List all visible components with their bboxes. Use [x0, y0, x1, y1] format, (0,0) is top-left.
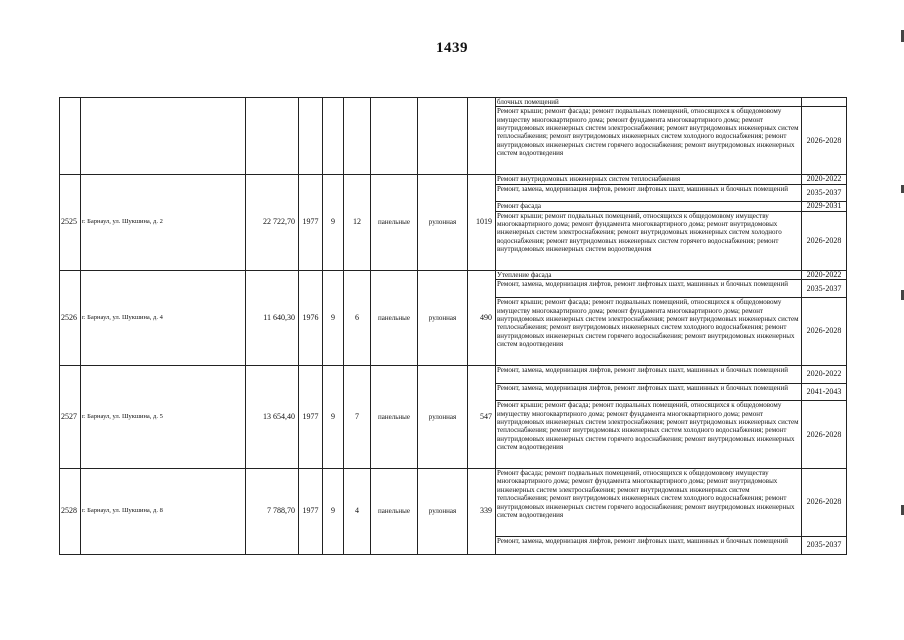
- building-wall-material: панельные: [371, 175, 418, 271]
- work-period: 2035-2037: [802, 536, 847, 554]
- building-year: [299, 98, 323, 175]
- work-period: 2035-2037: [802, 184, 847, 202]
- building-entrances: 4: [344, 469, 371, 554]
- page-number: 1439: [436, 40, 468, 56]
- building-area: 11 640,30: [246, 271, 299, 366]
- work-period: 2029-2031: [802, 202, 847, 211]
- building-residents: 547: [468, 365, 496, 468]
- work-description: Ремонт, замена, модернизация лифтов, ремонт лифтовых шахт, машинных и блочных помещений: [496, 184, 802, 202]
- building-floors: 9: [323, 271, 344, 366]
- building-floors: 9: [323, 469, 344, 554]
- work-description: Ремонт, замена, модернизация лифтов, ремонт лифтовых шахт, машинных и блочных помещений: [496, 365, 802, 383]
- building-roof-type: рулонная: [418, 271, 468, 366]
- building-number: 2527: [60, 365, 81, 468]
- table-row: [60, 98, 847, 107]
- building-entrances: 7: [344, 365, 371, 468]
- building-area: [246, 98, 299, 175]
- building-address: г. Барнаул, ул. Шукшина, д. 5: [81, 365, 246, 468]
- building-address: г. Барнаул, ул. Шукшина, д. 4: [81, 271, 246, 366]
- work-period: 2026-2028: [802, 401, 847, 469]
- work-description: Ремонт крыши; ремонт фасада; ремонт подвальных помещений, относящихся к общедомовому имуществу многоквартирного дома; ремонт фундамента многоквартирного дома; ремонт внутридомовых инженерных систем электроснабжения; ремонт внутридомовых инженерных систем теплоснабжения; ремонт внутридомовых инженерных систем холодного водоснабжения; ремонт внутридомовых инженерных систем горячего водоснабжения; ремонт внутридомовых инженерных систем водоотведения: [496, 107, 802, 175]
- table-row: [60, 271, 847, 280]
- building-address: [81, 98, 246, 175]
- building-year: 1977: [299, 469, 323, 554]
- work-description: Ремонт фасада; ремонт подвальных помещений, относящихся к общедомовому имуществу многоквартирного дома; ремонт фундамента многоквартирного дома; ремонт внутридомовых инженерных систем электроснабжения; ремонт внутридомовых инженерных систем теплоснабжения; ремонт внутридомовых инженерных систем холодного водоснабжения; ремонт внутридомовых инженерных систем горячего водоснабжения; ремонт внутридомовых инженерных систем водоотведения: [496, 469, 802, 537]
- building-number: 2526: [60, 271, 81, 366]
- work-description: Ремонт фасада: [496, 202, 802, 211]
- building-residents: 339: [468, 469, 496, 554]
- building-floors: [323, 98, 344, 175]
- building-wall-material: панельные: [371, 271, 418, 366]
- building-roof-type: рулонная: [418, 175, 468, 271]
- work-period: [802, 98, 847, 107]
- building-roof-type: рулонная: [418, 469, 468, 554]
- building-area: 7 788,70: [246, 469, 299, 554]
- building-number: 2528: [60, 469, 81, 554]
- building-floors: 9: [323, 365, 344, 468]
- table-row: [60, 175, 847, 184]
- work-description: Ремонт крыши; ремонт фасада; ремонт подвальных помещений, относящихся к общедомовому имуществу многоквартирного дома; ремонт фундамента многоквартирного дома; ремонт внутридомовых инженерных систем электроснабжения; ремонт внутридомовых инженерных систем теплоснабжения; ремонт внутридомовых инженерных систем холодного водоснабжения; ремонт внутридомовых инженерных систем горячего водоснабжения; ремонт внутридомовых инженерных систем водоотведения: [496, 401, 802, 469]
- work-period: 2020-2022: [802, 271, 847, 280]
- work-description: Утепление фасада: [496, 271, 802, 280]
- work-description: Ремонт, замена, модернизация лифтов, ремонт лифтовых шахт, машинных и блочных помещений: [496, 536, 802, 554]
- building-address: г. Барнаул, ул. Шукшина, д. 8: [81, 469, 246, 554]
- building-area: 22 722,70: [246, 175, 299, 271]
- work-period: 2041-2043: [802, 383, 847, 401]
- building-number: [60, 98, 81, 175]
- building-entrances: 12: [344, 175, 371, 271]
- capital-repair-table: [59, 97, 847, 555]
- building-number: 2525: [60, 175, 81, 271]
- building-floors: 9: [323, 175, 344, 271]
- building-year: 1977: [299, 365, 323, 468]
- building-residents: 490: [468, 271, 496, 366]
- building-address: г. Барнаул, ул. Шукшина, д. 2: [81, 175, 246, 271]
- building-residents: 1019: [468, 175, 496, 271]
- building-year: 1977: [299, 175, 323, 271]
- work-period: 2026-2028: [802, 107, 847, 175]
- building-roof-type: рулонная: [418, 365, 468, 468]
- work-description: Ремонт внутридомовых инженерных систем теплоснабжения: [496, 175, 802, 184]
- work-description: Ремонт крыши; ремонт фасада; ремонт подвальных помещений, относящихся к общедомовому имуществу многоквартирного дома; ремонт фундамента многоквартирного дома; ремонт внутридомовых инженерных систем электроснабжения; ремонт внутридомовых инженерных систем теплоснабжения; ремонт внутридомовых инженерных систем холодного водоснабжения; ремонт внутридомовых инженерных систем горячего водоснабжения; ремонт внутридомовых инженерных систем водоотведения: [496, 298, 802, 366]
- building-wall-material: панельные: [371, 469, 418, 554]
- building-residents: [468, 98, 496, 175]
- work-period: 2020-2022: [802, 175, 847, 184]
- work-period: 2026-2028: [802, 469, 847, 537]
- work-period: 2026-2028: [802, 298, 847, 366]
- work-period: 2026-2028: [802, 211, 847, 270]
- work-period: 2020-2022: [802, 365, 847, 383]
- building-wall-material: панельные: [371, 365, 418, 468]
- table-row: [60, 365, 847, 383]
- building-entrances: [344, 98, 371, 175]
- work-description: блочных помещений: [496, 98, 802, 107]
- work-description: Ремонт, замена, модернизация лифтов, ремонт лифтовых шахт, машинных и блочных помещений: [496, 383, 802, 401]
- work-description: Ремонт, замена, модернизация лифтов, ремонт лифтовых шахт, машинных и блочных помещений: [496, 280, 802, 298]
- table-row: [60, 469, 847, 537]
- building-entrances: 6: [344, 271, 371, 366]
- building-year: 1976: [299, 271, 323, 366]
- building-wall-material: [371, 98, 418, 175]
- work-description: Ремонт крыши; ремонт подвальных помещений, относящихся к общедомовому имуществу многоквартирного дома; ремонт фундамента многоквартирного дома; ремонт внутридомовых инженерных систем электроснабжения; ремонт внутридомовых инженерных систем холодного водоснабжения; ремонт внутридомовых инженерных систем горячего водоснабжения; ремонт внутридомовых инженерных систем водоотведения: [496, 211, 802, 270]
- building-roof-type: [418, 98, 468, 175]
- work-period: 2035-2037: [802, 280, 847, 298]
- building-area: 13 654,40: [246, 365, 299, 468]
